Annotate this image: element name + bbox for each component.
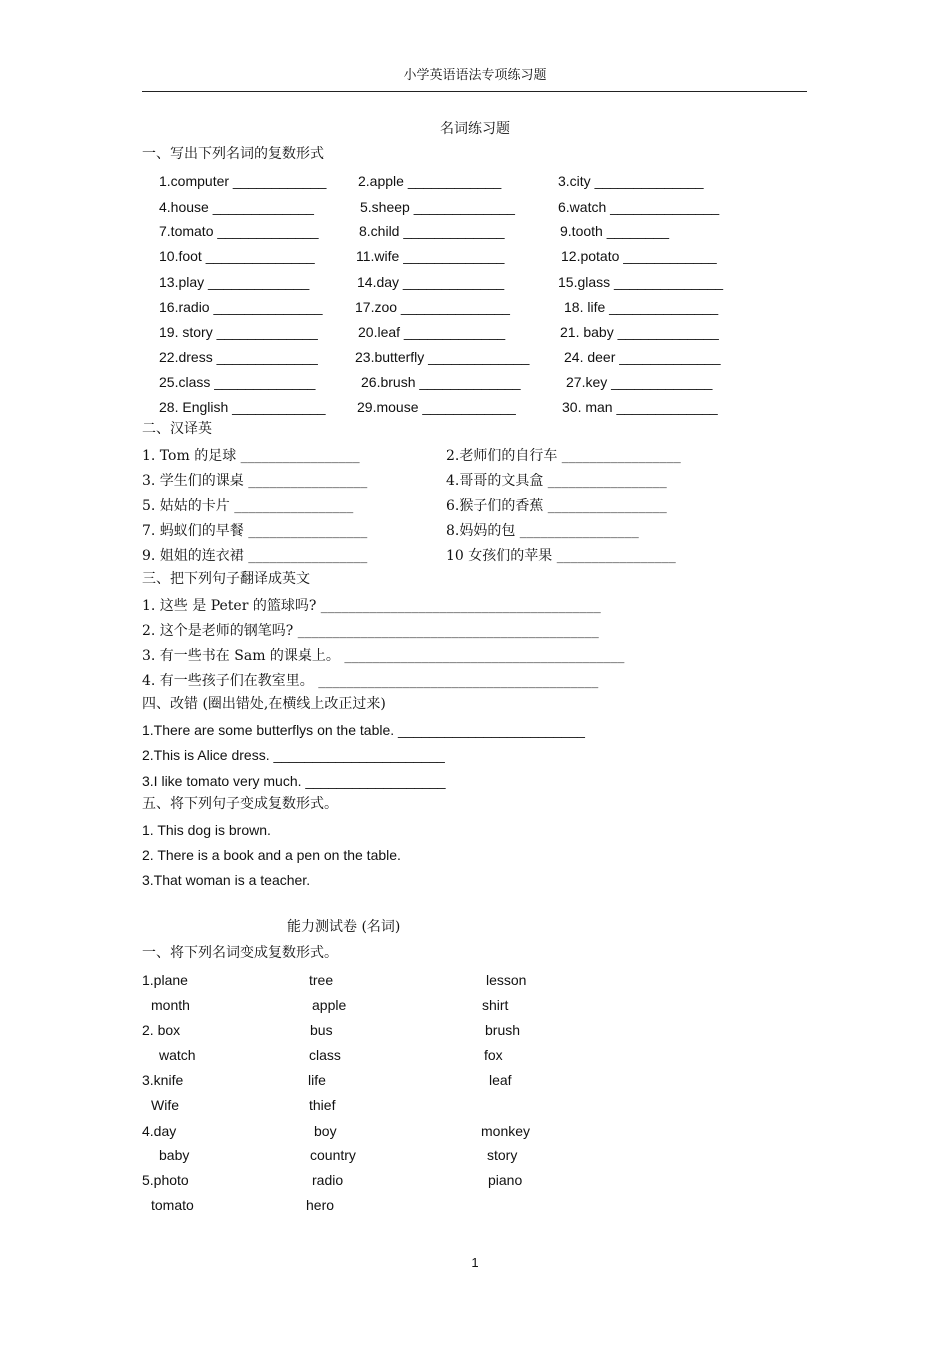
plural-sentence-item: 3.That woman is a teacher. — [142, 872, 311, 888]
test-word: boy — [314, 1123, 337, 1139]
correction-item: 3.I like tomato very much. __________________ — [142, 773, 446, 789]
plural-item: 30. man _____________ — [562, 399, 718, 415]
test-word: thief — [309, 1097, 336, 1113]
sentence-translate-item: 4. 有一些孩子们在教室里。 ________________________________________ — [142, 673, 599, 689]
test-word: fox — [484, 1047, 503, 1063]
test-word: brush — [485, 1022, 521, 1038]
running-header: 小学英语语法专项练习题 — [403, 68, 547, 83]
correction-item: 2.This is Alice dress. ______________________ — [142, 747, 445, 763]
plural-item: 15.glass ______________ — [558, 274, 724, 290]
plural-item: 1.computer ____________ — [159, 173, 327, 189]
test-word: 2. box — [142, 1022, 181, 1038]
translate-item: 6.猴子们的香蕉 _________________ — [446, 498, 667, 514]
test-word: lesson — [486, 972, 527, 988]
section-4-heading: 四、改错 (圈出错处,在横线上改正过来) — [142, 696, 386, 712]
translate-item: 2.老师们的自行车 _________________ — [446, 448, 681, 464]
test-word: 3.knife — [142, 1072, 184, 1088]
translate-item: 8.妈妈的包 _________________ — [446, 523, 639, 539]
translate-item: 10 女孩们的苹果 _________________ — [446, 548, 676, 564]
plural-item: 27.key _____________ — [566, 374, 713, 390]
plural-item: 2.apple ____________ — [358, 173, 502, 189]
plural-item: 24. deer _____________ — [564, 349, 721, 365]
plural-item: 4.house _____________ — [159, 199, 314, 215]
translate-item: 9. 姐姐的连衣裙 _________________ — [142, 548, 368, 564]
plural-item: 23.butterfly _____________ — [355, 349, 530, 365]
plural-item: 3.city ______________ — [558, 173, 704, 189]
test-heading: 一、将下列名词变成复数形式。 — [142, 945, 338, 961]
plural-item: 6.watch ______________ — [558, 199, 720, 215]
plural-item: 7.tomato _____________ — [159, 223, 319, 239]
header-rule — [142, 91, 807, 92]
test-word: bus — [310, 1022, 333, 1038]
test-word: watch — [159, 1047, 196, 1063]
test-word: month — [151, 997, 190, 1013]
plural-item: 17.zoo ______________ — [355, 299, 510, 315]
section-5-heading: 五、将下列句子变成复数形式。 — [142, 796, 338, 812]
translate-item: 3. 学生们的课桌 _________________ — [142, 473, 368, 489]
plural-item: 14.day _____________ — [357, 274, 505, 290]
plural-item: 28. English ____________ — [159, 399, 326, 415]
test-word: 5.photo — [142, 1172, 189, 1188]
plural-sentence-item: 2. There is a book and a pen on the table. — [142, 847, 401, 863]
plural-item: 18. life ______________ — [564, 299, 719, 315]
plural-item: 16.radio ______________ — [159, 299, 323, 315]
plural-item: 5.sheep _____________ — [360, 199, 515, 215]
test-word: Wife — [151, 1097, 179, 1113]
test-word: country — [310, 1147, 356, 1163]
plural-item: 19. story _____________ — [159, 324, 318, 340]
test-word: leaf — [489, 1072, 512, 1088]
plural-item: 11.wife _____________ — [356, 248, 505, 264]
test-word: hero — [306, 1197, 335, 1213]
translate-item: 4.哥哥的文具盒 _________________ — [446, 473, 667, 489]
test-word: monkey — [481, 1123, 531, 1139]
plural-item: 13.play _____________ — [159, 274, 310, 290]
plural-item: 21. baby _____________ — [560, 324, 719, 340]
translate-item: 1. Tom 的足球 _________________ — [142, 448, 360, 464]
test-word: radio — [312, 1172, 344, 1188]
section-1-heading: 一、写出下列名词的复数形式 — [142, 146, 324, 162]
test-word: 4.day — [142, 1123, 177, 1139]
test-word: tree — [309, 972, 334, 988]
plural-item: 10.foot ______________ — [159, 248, 315, 264]
section-2-heading: 二、汉译英 — [142, 421, 212, 437]
test-word: 1.plane — [142, 972, 188, 988]
section-3-heading: 三、把下列句子翻译成英文 — [142, 571, 310, 587]
plural-item: 22.dress _____________ — [159, 349, 318, 365]
translate-item: 5. 姑姑的卡片 _________________ — [142, 498, 354, 514]
plural-sentence-item: 1. This dog is brown. — [142, 822, 271, 838]
page-title: 名词练习题 — [440, 121, 510, 137]
plural-item: 12.potato ____________ — [561, 248, 717, 264]
plural-item: 20.leaf _____________ — [358, 324, 506, 340]
sentence-translate-item: 3. 有一些书在 Sam 的课桌上。 ________________________________________ — [142, 648, 625, 664]
test-word: class — [309, 1047, 341, 1063]
test-word: story — [487, 1147, 518, 1163]
sentence-translate-item: 1. 这些 是 Peter 的篮球吗? ________________________________________ — [142, 598, 601, 614]
plural-item: 8.child _____________ — [359, 223, 505, 239]
test-word: shirt — [482, 997, 509, 1013]
test-word: tomato — [151, 1197, 194, 1213]
plural-item: 9.tooth ________ — [560, 223, 669, 239]
correction-item: 1.There are some butterflys on the table. ________________________ — [142, 722, 585, 738]
plural-item: 29.mouse ____________ — [357, 399, 516, 415]
plural-item: 26.brush _____________ — [361, 374, 521, 390]
test-title: 能力测试卷 (名词) — [287, 919, 401, 935]
translate-item: 7. 蚂蚁们的早餐 _________________ — [142, 523, 368, 539]
page-number: 1 — [471, 1255, 479, 1270]
sentence-translate-item: 2. 这个是老师的钢笔吗? ___________________________________________ — [142, 623, 599, 639]
test-word: life — [308, 1072, 326, 1088]
plural-item: 25.class _____________ — [159, 374, 316, 390]
test-word: baby — [159, 1147, 190, 1163]
test-word: apple — [312, 997, 347, 1013]
test-word: piano — [488, 1172, 523, 1188]
